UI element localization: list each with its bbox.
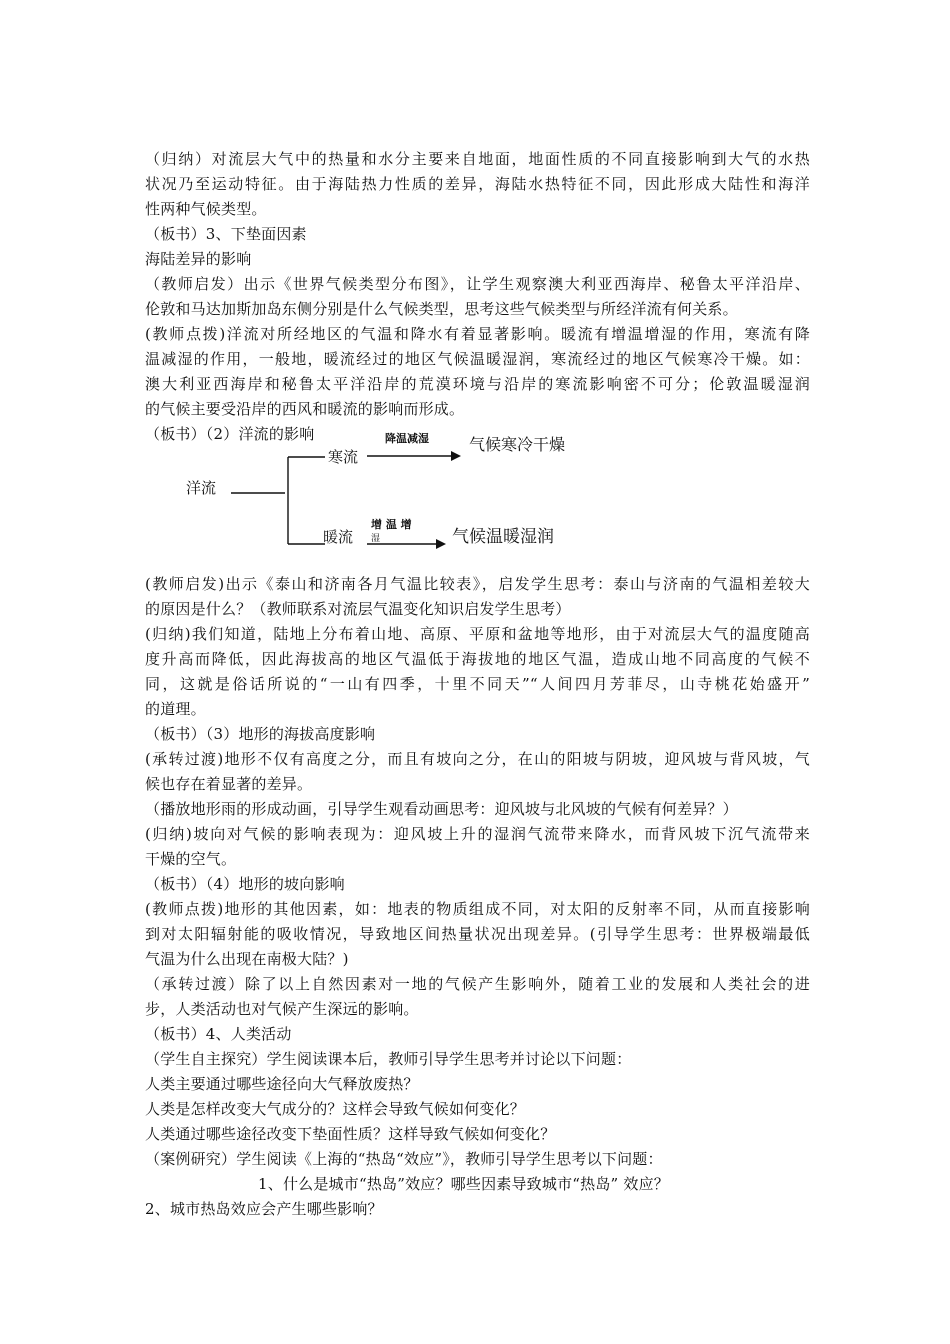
warm-arrowhead: [436, 539, 446, 549]
text-line: (归纳)我们知道，陆地上分布着山地、高原、平原和盆地等地形，由于对流层大气的温度随高: [145, 625, 810, 643]
text-line: （案例研究）学生阅读《上海的“热岛“效应”》，教师引导学生思考以下问题：: [145, 1150, 663, 1168]
text-line: (教师点拨)洋流对所经地区的气温和降水有着显著影响。暖流有增温增湿的作用，寒流有降: [145, 325, 810, 343]
cold-arrow-label: 降温减湿: [385, 432, 429, 445]
question-line: 2、城市热岛效应会产生哪些影响？: [145, 1200, 383, 1218]
text-line: 同，这就是俗话所说的“一山有四季，十里不同天”“人间四月芳菲尽，山寺桃花始盛开”: [145, 675, 810, 693]
text-line: 步，人类活动也对气候产生深远的影响。: [145, 1000, 419, 1018]
text-line: 的道理。: [145, 700, 206, 718]
text-line: (归纳)坡向对气候的影响表现为：迎风坡上升的湿润气流带来降水，而背风坡下沉气流带来: [145, 825, 810, 843]
text-line: (承转过渡)地形不仅有高度之分，而且有坡向之分，在山的阳坡与阴坡，迎风坡与背风坡，气: [145, 750, 810, 768]
warm-result-label: 气候温暖湿润: [452, 527, 554, 547]
text-line: 干燥的空气。: [145, 850, 237, 868]
text-line: 度升高而降低，因此海拔高的地区气温低于海拔地的地区气温，造成山地不同高度的气候不: [145, 650, 810, 668]
text-line: 伦敦和马达加斯加岛东侧分别是什么气候类型，思考这些气候类型与所经洋流有何关系。: [145, 300, 738, 318]
text-line: 气温为什么出现在南极大陆？): [145, 950, 349, 968]
text-line: 温减湿的作用，一般地，暖流经过的地区气候温暖湿润，寒流经过的地区气候寒冷干燥。如：: [145, 350, 810, 368]
ocean-current-diagram: [145, 425, 810, 575]
text-line: （归纳）对流层大气中的热量和水分主要来自地面，地面性质的不同直接影响到大气的水热: [145, 150, 810, 168]
question-line: 人类通过哪些途径改变下垫面性质？这样导致气候如何变化？: [145, 1125, 556, 1143]
board-heading: （板书）3、下垫面因素: [145, 225, 307, 243]
text-line: 性两种气候类型。: [145, 200, 267, 218]
warm-arrow-label-top: 增 温 增: [371, 518, 412, 531]
text-line: 的原因是什么？（教师联系对流层气温变化知识启发学生思考）: [145, 600, 571, 618]
warm-arrow-label-bottom: 湿: [371, 534, 381, 544]
text-line: （承转过渡）除了以上自然因素对一地的气候产生影响外，随着工业的发展和人类社会的进: [145, 975, 810, 993]
board-heading: （板书）4、人类活动: [145, 1025, 292, 1043]
text-line: （教师启发）出示《世界气候类型分布图》，让学生观察澳大利亚西海岸、秘鲁太平洋沿岸、: [145, 275, 810, 293]
text-line: 的气候主要受沿岸的西风和暖流的影响而形成。: [145, 400, 465, 418]
text-line: 澳大利亚西海岸和秘鲁太平洋沿岸的荒漠环境与沿岸的寒流影响密不可分；伦敦温暖湿润: [145, 375, 810, 393]
text-line: （播放地形雨的形成动画，引导学生观看动画思考：迎风坡与北风坡的气候有何差异？）: [145, 800, 738, 818]
text-line: （学生自主探究）学生阅读课本后，教师引导学生思考并讨论以下问题：: [145, 1050, 632, 1068]
text-line: 候也存在着显著的差异。: [145, 775, 313, 793]
text-line: (教师点拨)地形的其他因素，如：地表的物质组成不同，对太阳的反射率不同，从而直接影响: [145, 900, 810, 918]
text-line: 状况乃至运动特征。由于海陆热力性质的差异，海陆水热特征不同，因此形成大陆性和海洋: [145, 175, 810, 193]
question-line: 人类主要通过哪些途径向大气释放废热？: [145, 1075, 419, 1093]
board-heading: （板书）（2）洋流的影响: [145, 425, 315, 443]
question-line: 1、什么是城市“热岛”效应？哪些因素导致城市“热岛” 效应？: [258, 1175, 669, 1193]
text-line: 到对太阳辐射能的吸收情况，导致地区间热量状况出现差异。(引导学生思考：世界极端最低: [145, 925, 810, 943]
cold-arrowhead: [451, 451, 461, 461]
cold-current-label: 寒流: [328, 448, 359, 466]
warm-current-label: 暖流: [323, 528, 354, 546]
board-heading: （板书）（3）地形的海拔高度影响: [145, 725, 376, 743]
board-heading: （板书）（4）地形的坡向影响: [145, 875, 345, 893]
question-line: 人类是怎样改变大气成分的？这样会导致气候如何变化？: [145, 1100, 526, 1118]
cold-result-label: 气候寒冷干燥: [469, 435, 566, 454]
text-line: (教师启发)出示《泰山和济南各月气温比较表》，启发学生思考：泰山与济南的气温相差较大: [145, 575, 810, 593]
subheading: 海陆差异的影响: [145, 250, 252, 268]
diagram-root-label: 洋流: [186, 479, 217, 497]
